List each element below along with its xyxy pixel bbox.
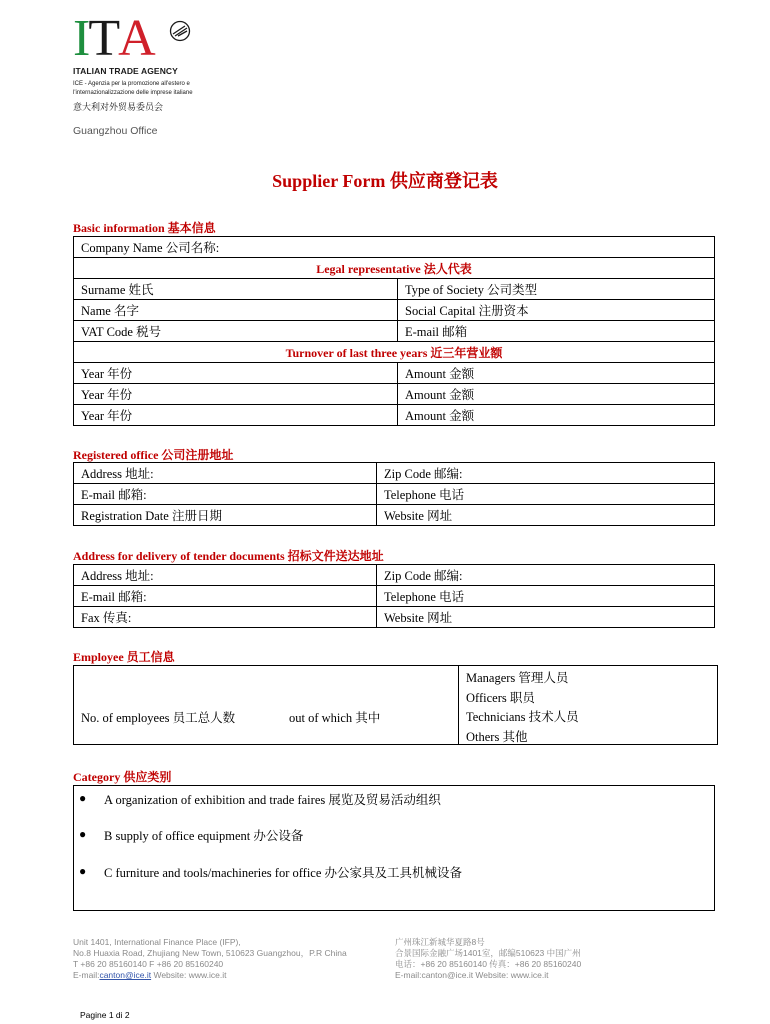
office-name: Guangzhou Office [73,125,158,137]
reg-date-field[interactable]: Registration Date 注册日期 [74,505,377,526]
turnover-amount-field[interactable]: Amount 金额 [398,405,715,426]
name-field[interactable]: Name 名字 [74,300,398,321]
logo-letter-i: I [73,10,89,67]
employee-roles [466,669,579,747]
footer-email-prefix: E-mail: [73,970,100,980]
ita-logo [73,10,243,116]
category-item-c[interactable]: C furniture and tools/machineries for office 办公家具及工具机械设备 [104,866,463,880]
logo-agency-name: ITALIAN TRADE AGENCY [73,66,178,76]
footer-email-link[interactable]: canton@ice.it [99,970,152,980]
turnover-amount-field[interactable]: Amount 金额 [398,384,715,405]
email-field[interactable]: E-mail 邮箱 [398,321,715,342]
turnover-header: Turnover of last three years 近三年营业额 [74,342,715,363]
legal-rep-header: Legal representative 法人代表 [74,258,715,279]
employee-out-of-label: out of which 其中 [289,711,381,725]
footer-left-line: No.8 Huaxia Road, Zhujiang New Town, 510623 Guangzhou，P.R China [73,948,347,958]
footer-website: Website: www.ice.it [151,970,227,980]
surname-field[interactable]: Surname 姓氏 [74,279,398,300]
del-website-field[interactable]: Website 网址 [377,607,715,628]
reg-website-field[interactable]: Website 网址 [377,505,715,526]
basic-info-table [73,236,715,426]
logo-chinese-name: 意大利对外贸易委员会 [73,103,164,113]
category-item-b[interactable]: B supply of office equipment 办公设备 [104,829,304,843]
logo-subtitle-1: ICE - Agenzia per la promozione all'estero e [73,81,190,87]
turnover-amount-field[interactable]: Amount 金额 [398,363,715,384]
footer-email-line [73,970,347,981]
category-box [73,785,715,911]
del-zip-field[interactable]: Zip Code 邮编: [377,565,715,586]
role-managers-field[interactable]: Managers 管理人员 [466,671,569,685]
reg-zip-field[interactable]: Zip Code 邮编: [377,463,715,484]
reg-address-field[interactable]: Address 地址: [74,463,377,484]
registered-office-table [73,462,715,526]
bullet-icon: ● [79,827,87,841]
logo-letter-t: T [88,10,119,67]
turnover-year-field[interactable]: Year 年份 [74,405,398,426]
turnover-year-field[interactable]: Year 年份 [74,384,398,405]
company-name-field[interactable]: Company Name 公司名称: [74,237,715,258]
footer-right-line: 广州珠江新城华夏路8号 [395,937,485,947]
employee-title: Employee 员工信息 [73,650,175,664]
delivery-address-title: Address for delivery of tender documents 招标文件送达地址 [73,549,384,563]
role-others-field[interactable]: Others 其他 [466,729,528,744]
role-officers-field[interactable]: Officers 职员 [466,690,535,705]
reg-telephone-field[interactable]: Telephone 电话 [377,484,715,505]
bullet-icon: ● [79,791,87,805]
logo-letter-a: A [118,10,154,67]
del-address-field[interactable]: Address 地址: [74,565,377,586]
footer-right [395,937,581,981]
vat-code-field[interactable]: VAT Code 税号 [74,321,398,342]
turnover-year-field[interactable]: Year 年份 [74,363,398,384]
category-item-a[interactable]: A organization of exhibition and trade faires 展览及贸易活动组织 [104,793,441,807]
logo-emblem-icon [169,20,191,42]
del-telephone-field[interactable]: Telephone 电话 [377,586,715,607]
reg-email-field[interactable]: E-mail 邮箱: [74,484,377,505]
category-title: Category 供应类别 [73,770,172,784]
footer-right-line: 合景国际金融广场1401室，邮编510623 中国广州 [395,948,581,958]
del-email-field[interactable]: E-mail 邮箱: [74,586,377,607]
employee-box [73,665,718,745]
footer-left [73,937,347,981]
footer-right-line: 电话：+86 20 85160140 传真：+86 20 85160240 [395,959,582,969]
employee-divider [458,666,459,744]
delivery-address-table [73,564,715,628]
footer-left-line: T +86 20 85160140 F +86 20 85160240 [73,959,224,969]
role-technicians-field[interactable]: Technicians 技术人员 [466,710,579,724]
footer-right-line: E-mail:canton@ice.it Website: www.ice.it [395,970,549,980]
type-society-field[interactable]: Type of Society 公司类型 [398,279,715,300]
registered-office-title: Registered office 公司注册地址 [73,448,234,462]
page-title: Supplier Form 供应商登记表 [272,171,498,191]
logo-subtitle-2: l'internazionalizzazione delle imprese italiane [73,90,193,96]
basic-info-title: Basic information 基本信息 [73,221,216,235]
social-capital-field[interactable]: Social Capital 注册资本 [398,300,715,321]
bullet-icon: ● [79,864,87,878]
logo-mark [73,10,154,67]
del-fax-field[interactable]: Fax 传真: [74,607,377,628]
page-number: Pagine 1 di 2 [80,1010,130,1020]
footer-left-line: Unit 1401, International Finance Place (IFP), [73,937,241,947]
employee-count-field[interactable]: No. of employees 员工总人数 [81,711,236,725]
